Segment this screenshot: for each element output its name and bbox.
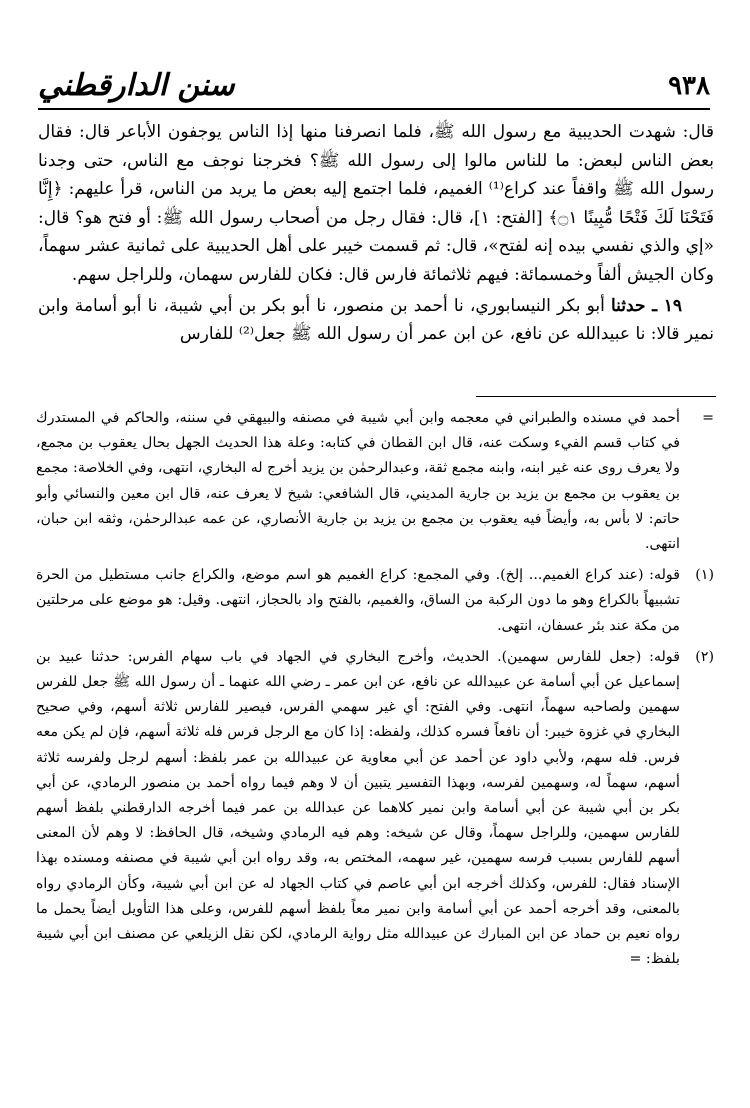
footnote-2	[36, 645, 714, 973]
footnote-continuation	[36, 406, 714, 557]
footnote-divider	[476, 396, 716, 397]
footnote-text: قوله: (عند كراع الغميم... إلخ). وفي المجمع: كراع الغميم هو اسم موضع، والكراع جانب مستطيل من الحرة تشبيهاً بالكراع وهو ما دون الركبة من الساق، والغميم، بالفتح واد بالحجاز، انتهى. وقيل: هو موضع على مرحلتين من مكة عند بئر عسفان، انتهى.	[36, 567, 680, 634]
footnote-marker: =	[702, 410, 714, 426]
main-text	[38, 118, 714, 349]
footnote-marker: (٢)	[695, 648, 714, 665]
book-title: سنن الدارقطني	[38, 68, 235, 103]
page-number: ٩٣٨	[668, 71, 710, 101]
hadith-narration	[38, 292, 714, 349]
page-header	[38, 58, 710, 110]
footnote-1	[36, 563, 714, 639]
footnote-text: قوله: (جعل للفارس سهمين). الحديث، وأخرج البخاري في الجهاد في باب سهام الفرس: حدثنا عبيد بن إسماعيل عن أبي أسامة عن عبيدالله عن نافع، عن ابن عمر ـ رضي الله عنهما ـ أن رسول الله ﷺ جعل للفرس سهمين ولصاحبه سهماً، انتهى. وفي الفتح: أي غير سهمي الفرس، فيصير للفارس ثلاثة أسهم، وفي صحيح البخاري في غزوة خيبر: أن نافعاً فسره كذلك، ولفظه: إذا كان مع الرجل فرس فله ثلاثة أسهم، فإن لم يكن معه فرس. فله سهم، ولأبي داود عن أحمد عن أبي معاوية عن عبيدالله بن عمر بلفظ: أسهم لرجل ولفرسه ثلاثة أسهم، سهماً له، وسهمين لفرسه، وبهذا التفسير يتبين أن لا وهم فيما رواه أحمد بن منصور الرمادي، عن أبي بكر بن أبي شيبة عن أبي أسامة وابن نمير كلاهما عن عبدالله بن عمر فيما أخرجه الدارقطني بلفظ أسهم للفارس سهمين، وللراجل سهماً، وقال عن شيخه: وهم فيه الرمادي وشيخه، قال الحافظ: لا وهم لأن المعنى أسهم للفارس بسبب فرسه سهمين، غير سهمه، المختص به، وقد رواه ابن أبي شيبة في مصنفه ومسنده بهذا الإسناد فقال: للفرس، وكذلك أخرجه ابن أبي عاصم في كتاب الجهاد له عن ابن أبي شيبة، وكأن الرمادي رواه بالمعنى، وقد أخرجه أحمد عن أبي أسامة وابن نمير معاً بلفظ أسهم للفرس، وعلى هذا التأويل أيضاً يحمل ما رواه نعيم بن حماد عن ابن المبارك عن عبيدالله مثل رواية الرمادي، لكن نقل الزيلعي عن مصنف ابن أبي شيبة بلفظ: =	[36, 648, 680, 968]
hadith-number: ١٩ ـ حدثنا	[611, 295, 682, 316]
footnotes	[36, 406, 714, 972]
footnote-marker: (١)	[695, 567, 714, 584]
hadith-chain: أبو بكر النيسابوري، نا أحمد بن منصور، نا أبو بكر بن أبي شيبة، نا أبو أسامة وابن نمير قالا: نا عبيدالله عن نافع، عن ابن عمر أن رسول الله ﷺ جعل⁽²⁾ للفارس	[38, 295, 714, 345]
main-paragraph: قال: شهدت الحديبية مع رسول الله ﷺ، فلما انصرفنا منها إذا الناس يوجفون الأباعر قال: فقال بعض الناس لبعض: ما للناس مالوا إلى رسول الله ﷺ؟ فخرجنا نوجف مع الناس، حتى وجدنا رسول الله ﷺ واقفاً عند كراع⁽¹⁾ الغميم، فلما اجتمع إليه بعض ما يريد من الناس، قرأ عليهم: ﴿إِنَّا فَتَحْنَا لَكَ فَتْحًا مُّبِينًا ۝١﴾ [الفتح: ١]، قال: فقال رجل من أصحاب رسول الله ﷺ: أو فتح هو؟ قال: «إي والذي نفسي بيده إنه لفتح»، قال: ثم قسمت خيبر على أهل الحديبية على ثمانية عشر سهماً، وكان الجيش ألفاً وخمسمائة: فيهم ثلاثمائة فارس قال: فكان للفارس سهمان، وللراجل سهم.	[38, 122, 714, 285]
footnote-text: أحمد في مسنده والطبراني في معجمه وابن أبي شيبة في مصنفه والبيهقي في سننه، والحاكم في المستدرك في كتاب قسم الفيء وسكت عنه، قال ابن القطان في كتابه: وعلة هذا الحديث الجهل بحال يعقوب بن مجمع، ولا يعرف روى عنه غير ابنه، وابنه مجمع ثقة، وعبدالرحمٰن بن يزيد أخرج له البخاري، انتهى، وفي الخلاصة: مجمع بن يعقوب بن مجمع بن يزيد بن جارية المديني، قال الشافعي: شيخ لا يعرف عنه، قال ابن معين والنسائي وأبو حاتم: لا بأس به، وأيضاً فيه يعقوب بن مجمع بن يزيد بن جارية الأنصاري، عن عمه عبدالرحمٰن، وثقه ابن حبان، انتهى.	[36, 410, 680, 553]
